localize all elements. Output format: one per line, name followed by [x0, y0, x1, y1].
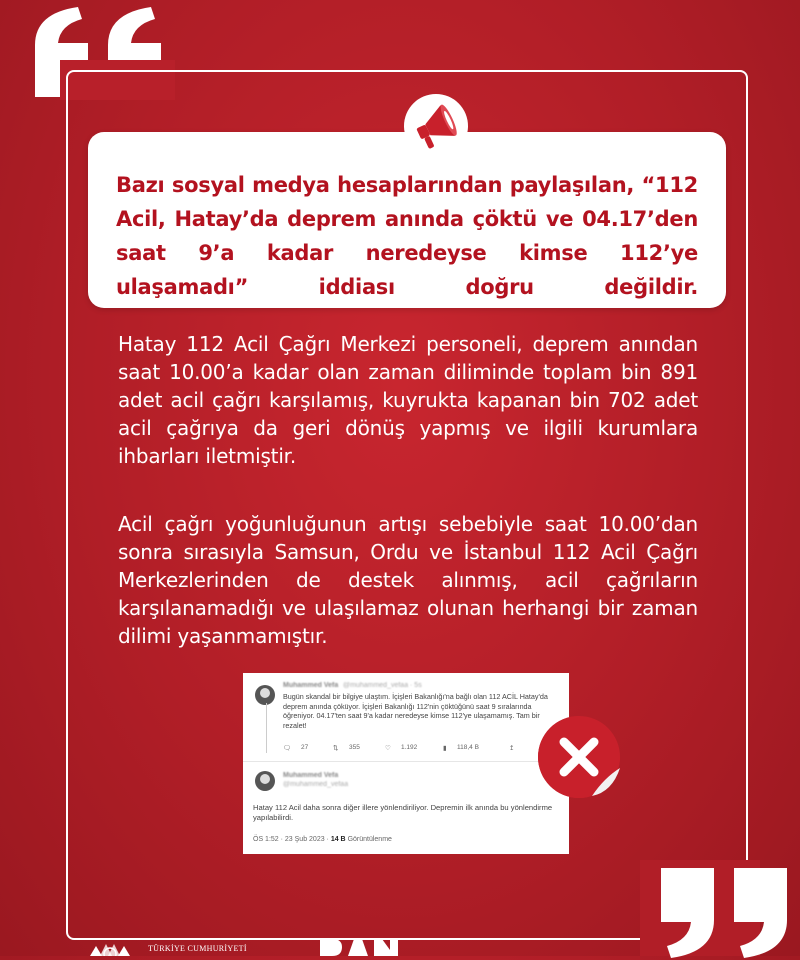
like-count: 1.192 [401, 744, 418, 751]
tweet-author-name: Muhammed Vefa [283, 682, 339, 689]
brand-logo-icon [318, 935, 438, 956]
retweet-icon[interactable]: ⇅ [333, 745, 339, 752]
share-icon[interactable]: ↥ [509, 745, 515, 752]
emblem-logo-icon [80, 936, 140, 956]
tweet-timestamp [253, 836, 392, 843]
tweet-views-label: Görüntülenme [345, 836, 392, 843]
closing-quote-icon [652, 865, 792, 960]
thread-line [266, 703, 267, 753]
megaphone-icon [403, 93, 469, 159]
avatar [255, 771, 275, 791]
explanation-paragraph-1: Hatay 112 Acil Çağrı Merkezi personeli, deprem anından saat 10.00’a kadar olan zaman diliminde toplam bin 891 adet acil çağrı karşılamış, kuyrukta kapanan bin 702 adet acil çağrıya da geri dönüş yapmış ve ilgili kurumlara ihbarları iletmiştir. [118, 332, 698, 468]
institution-name: TÜRKİYE CUMHURİYETİ [148, 944, 247, 953]
reply-count: 27 [301, 744, 309, 751]
views-icon[interactable]: ▮ [443, 745, 447, 752]
tweet-text: Bugün skandal bir bilgiye ulaştım. İçişleri Bakanlığı'na bağlı olan 112 ACİL Hatay'da deprem anında çöküyor. İçişleri Bakanlığı 112'nin çöktüğünü saat 9 sıralarında öğreniyor. 04.17'ten saat 9'a kadar neredeyse kimse 112'ye ulaşamamış. Tam bir rezalet! [283, 692, 548, 730]
avatar [255, 685, 275, 705]
tweet-screenshot [243, 673, 569, 854]
tweet-author-handle: @muhammed_vefaa · 5s [343, 682, 422, 689]
tweet-view-count: 14 B [330, 836, 346, 843]
views-count: 118,4 B [457, 744, 479, 751]
retweet-count: 355 [349, 744, 360, 751]
tweet-author-name: Muhammed Vefa [283, 772, 339, 779]
tweet-text: Hatay 112 Acil daha sonra diğer illere yönlendiriliyor. Depremin ilk anında bu yönlendirme yapılabilirdi. [253, 803, 553, 822]
like-icon[interactable]: ♡ [385, 745, 391, 752]
explanation-paragraph-2: Acil çağrı yoğunluğunun artışı sebebiyle saat 10.00’dan sonra sırasıyla Samsun, Ordu ve İstanbul 112 Acil Çağrı Merkezlerinden de destek alınmış, acil çağrıların karşılanamadığı ve ulaşılamaz olunan herhangi bir zaman dilimi yaşanmamıştır. [118, 512, 698, 648]
tweet-author-handle: @muhammed_vefaa [283, 781, 349, 788]
tweet-time: ÖS 1:52 · 23 Şub 2023 · [253, 836, 331, 843]
reply-icon[interactable]: 🗨 [283, 745, 292, 752]
false-claim-x-icon [534, 712, 624, 802]
claim-text: Bazı sosyal medya hesaplarından paylaşılan, “112 Acil, Hatay’da deprem anında çöktü ve 04.17’den saat 9’a kadar neredeyse kimse 112’ye ulaşamadı” iddiası doğru değildir. [116, 173, 698, 299]
